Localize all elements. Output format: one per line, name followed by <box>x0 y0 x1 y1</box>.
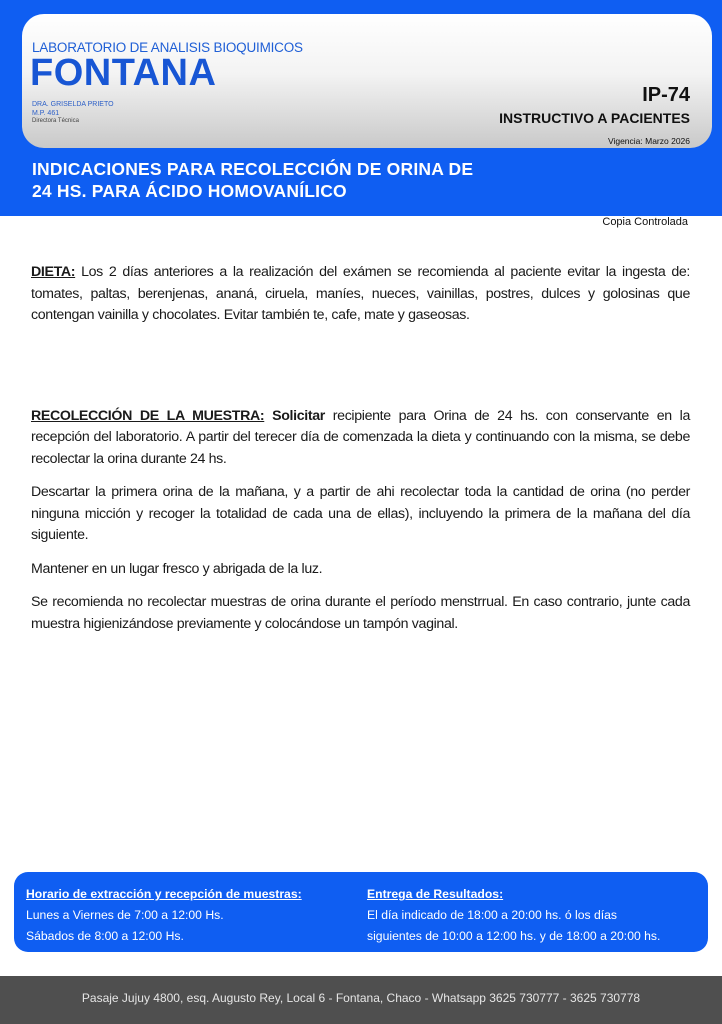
title-line-2: 24 HS. PARA ÁCIDO HOMOVANÍLICO <box>32 181 347 201</box>
hours-title: Horario de extracción y recepción de muestras: <box>26 887 302 901</box>
controlled-copy-label: Copia Controlada <box>602 216 688 228</box>
director-role: Directora Técnica <box>32 118 79 125</box>
title-line-1: INDICACIONES PARA RECOLECCIÓN DE ORINA DE <box>32 159 474 179</box>
recoleccion-bold-lead: Solicitar <box>264 407 325 424</box>
recoleccion-paragraph <box>31 406 690 471</box>
address-text: Pasaje Jujuy 4800, esq. Augusto Rey, Local 6 - Fontana, Chaco - Whatsapp 3625 730777 - 3625 730778 <box>81 991 641 1005</box>
results-column <box>367 884 660 947</box>
results-line-2: siguientes de 10:00 a 12:00 hs. y de 18:00 a 20:00 hs. <box>367 929 661 943</box>
dieta-paragraph <box>31 262 690 327</box>
document-type: INSTRUCTIVO A PACIENTES <box>499 110 690 126</box>
lab-name: LABORATORIO DE ANALISIS BIOQUIMICOS <box>32 40 303 55</box>
dieta-text: Los 2 días anteriores a la realización del exámen se recomienda al paciente evitar la ingesta de: tomates, paltas, berenjenas, ananá, ciruela, maníes, nueces, vainillas, postres, dulces y golosinas que contengan vainilla y chocolates. Evitar también te, cafe, mate y gaseosas. <box>31 264 690 323</box>
hours-line-2: Sábados de 8:00 a 12:00 Hs. <box>26 929 184 943</box>
storage-paragraph: Mantener en un lugar fresco y abrigada de la luz. <box>31 560 323 577</box>
dieta-label: DIETA: <box>31 264 76 280</box>
discard-paragraph: Descartar la primera orina de la mañana, y a partir de ahi recolectar toda la cantidad de orina (no perder ninguna micción y recoger la totalidad de cada una de ellas), incluyendo la primera de la mañana del día siguiente. <box>31 484 690 543</box>
results-line-1: El día indicado de 18:00 a 20:00 hs. ó los días <box>367 908 618 922</box>
recoleccion-text: recipiente para Orina de 24 hs. con conservante en la recepción del laboratorio. A partir del terecer día de comenzada la dieta y continuando con la misma, se debe recolectar la orina durante 24 hs. <box>31 407 690 467</box>
document-code: IP-74 <box>642 84 690 106</box>
director-block <box>32 100 114 126</box>
address-bar <box>0 976 722 1024</box>
lab-brand-logo: FONTANA <box>30 52 217 94</box>
instructions-body <box>31 262 690 635</box>
validity-date: Vigencia: Marzo 2026 <box>607 136 690 146</box>
director-mp: M.P. 461 <box>32 110 60 118</box>
header-card <box>22 14 712 148</box>
hours-line-1: Lunes a Viernes de 7:00 a 12:00 Hs. <box>26 908 224 922</box>
menstrual-paragraph: Se recomienda no recolectar muestras de orina durante el período menstrrual. En caso contrario, junte cada muestra higienizándose previamente y colocándose un tampón vaginal. <box>31 594 690 632</box>
schedule-box <box>14 872 708 952</box>
director-name: DRA. GRISELDA PRIETO <box>32 101 114 108</box>
page-title <box>32 158 672 202</box>
recoleccion-label: RECOLECCIÓN DE LA MUESTRA: <box>31 407 265 424</box>
hours-column <box>26 884 302 947</box>
results-title: Entrega de Resultados: <box>367 887 504 901</box>
header-band <box>0 0 722 216</box>
